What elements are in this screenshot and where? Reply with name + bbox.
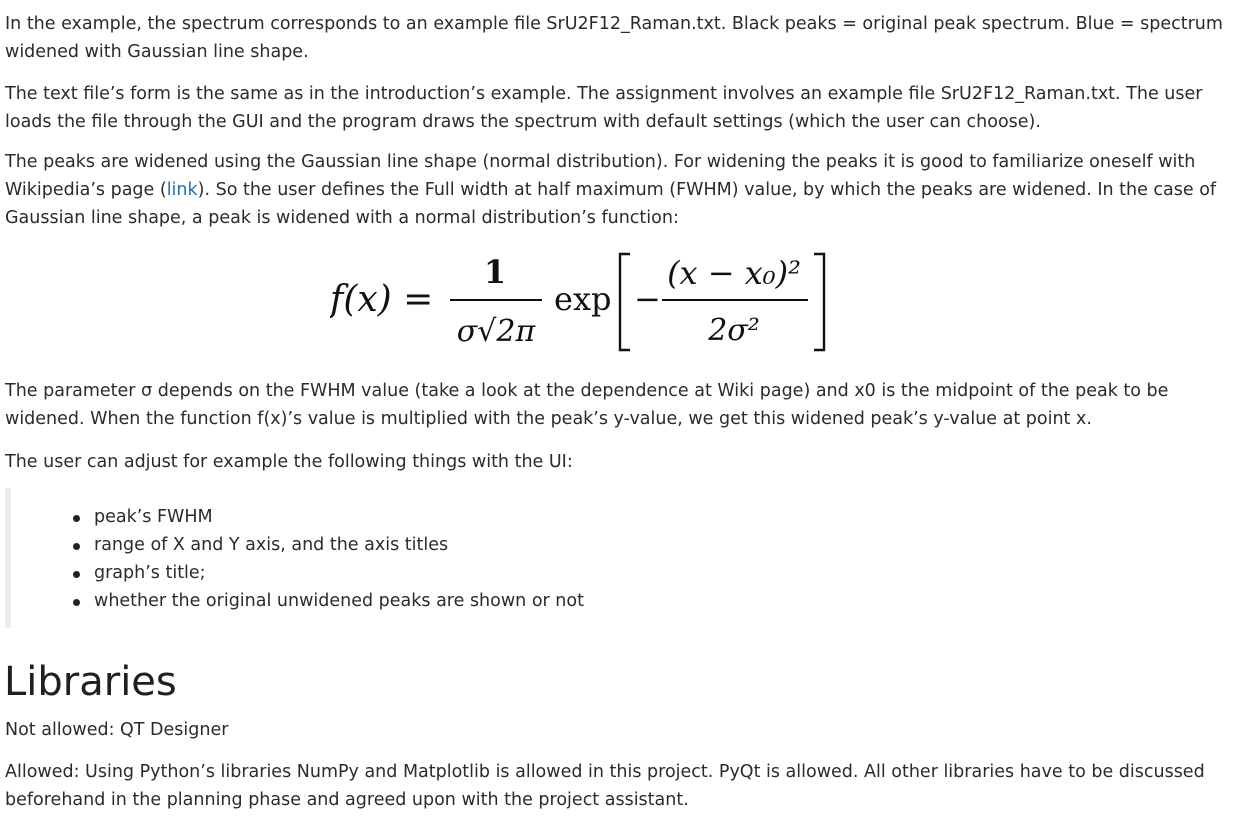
formula-denominator: σ√2π (456, 314, 536, 349)
sigma-paragraph: The parameter σ depends on the FWHM value (take a look at the dependence at Wiki page) and x0 is the midpoint of the peak to be widened. When the function f(x)’s value is multiplied with the peak’s y-value, we get this widened peak’s y-value at point x. (5, 381, 1169, 429)
list-item: range of X and Y axis, and the axis titles (73, 531, 584, 559)
formula-inner-denominator: 2σ² (708, 313, 760, 348)
gaussian-formula (330, 248, 830, 354)
formula-minus: − (634, 280, 661, 318)
list-item: whether the original unwidened peaks are shown or not (73, 587, 584, 615)
ui-adjust-paragraph: The user can adjust for example the following things with the UI: (5, 452, 573, 472)
left-bracket (620, 254, 630, 350)
formula-lhs: f(x) = (330, 279, 434, 320)
list-item: graph’s title; (73, 559, 584, 587)
right-bracket (814, 254, 824, 350)
intro-paragraph: In the example, the spectrum corresponds to an example file SrU2F12_Raman.txt. Black peaks = original peak spectrum. Blue = spectrum widened with Gaussian line shape. (5, 14, 1223, 62)
list-item: peak’s FWHM (73, 503, 584, 531)
adjustable-list-blockquote (5, 488, 1251, 628)
wikipedia-link[interactable]: link (166, 180, 198, 200)
formula-inner-numerator: (x − x₀)² (667, 254, 801, 292)
gaussian-paragraph (5, 148, 1245, 232)
file-format-paragraph: The text file’s form is the same as in the introduction’s example. The assignment involves an example file SrU2F12_Raman.txt. The user loads the file through the GUI and the program draws the spectrum with default settings (which the user can choose). (5, 84, 1203, 132)
formula-graphic (330, 248, 830, 354)
adjustable-list (73, 503, 584, 615)
allowed-paragraph: Allowed: Using Python’s libraries NumPy and Matplotlib is allowed in this project. PyQt is allowed. All other libraries have to be discussed beforehand in the planning phase and agreed upon with the project assistant. (5, 762, 1205, 810)
libraries-heading: Libraries (4, 659, 177, 705)
not-allowed-paragraph: Not allowed: QT Designer (5, 720, 229, 740)
formula-numerator: 1 (483, 253, 507, 291)
gaussian-paragraph-start: The peaks are widened using the Gaussian line shape (normal distribution). For widening the peaks it is good to familiarize oneself with Wikipedia’s page ( (5, 152, 1196, 200)
gaussian-paragraph-end: ). So the user defines the Full width at half maximum (FWHM) value, by which the peaks are widened. In the case of Gaussian line shape, a peak is widened with a normal distribution’s function: (5, 180, 1217, 228)
formula-exp: exp (554, 280, 612, 318)
